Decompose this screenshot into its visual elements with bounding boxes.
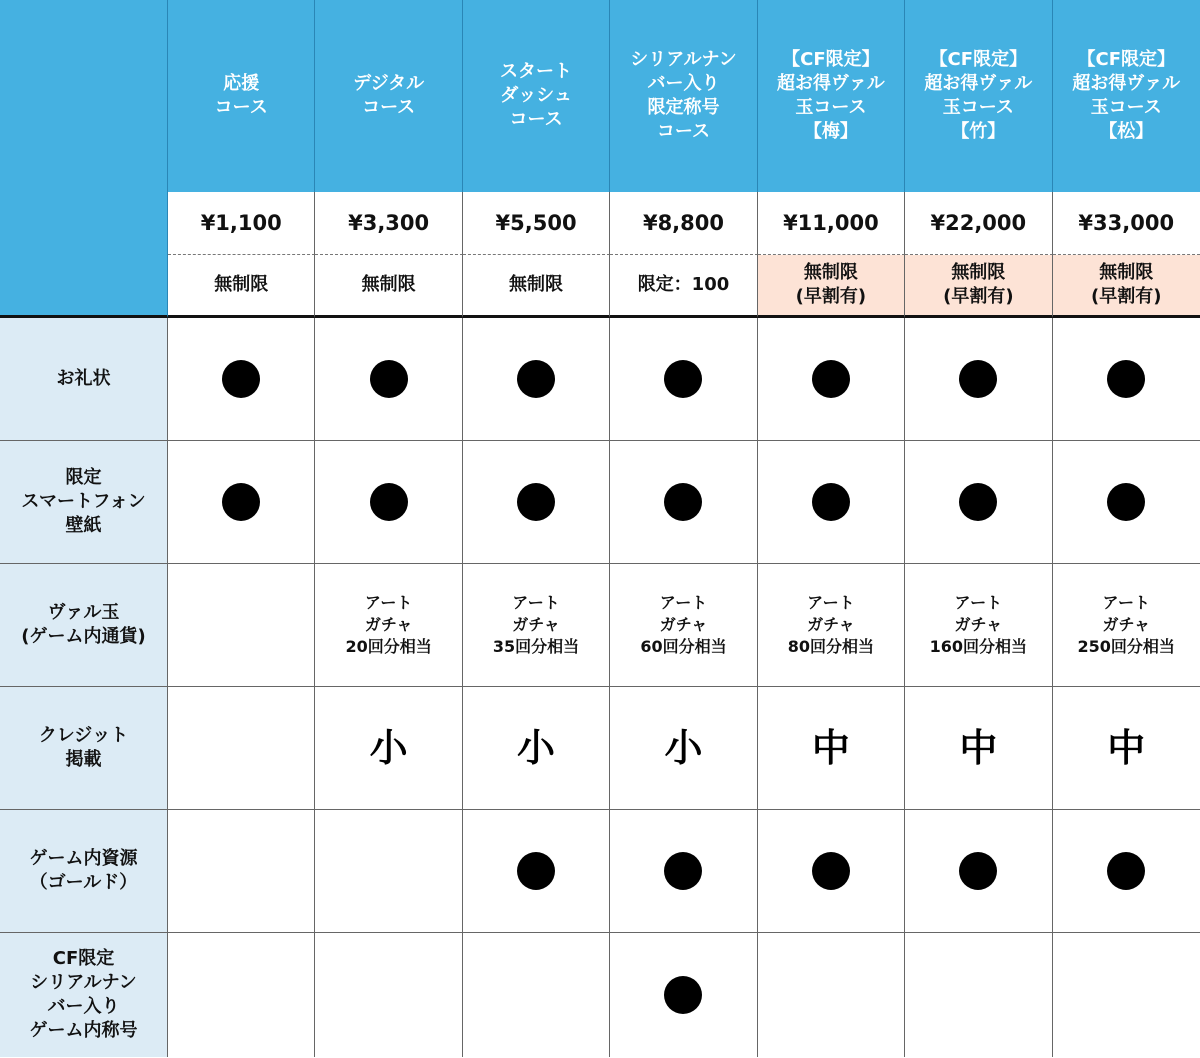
included-dot-icon xyxy=(1107,852,1145,890)
table-cell xyxy=(610,933,757,1057)
credit-size-label: 小 xyxy=(369,726,408,770)
included-dot-icon xyxy=(517,360,555,398)
table-cell xyxy=(168,564,315,687)
table-cell xyxy=(168,318,315,441)
course-price: ¥33,000 xyxy=(1053,192,1200,255)
included-dot-icon xyxy=(812,483,850,521)
table-cell xyxy=(758,933,905,1057)
included-dot-icon xyxy=(664,360,702,398)
table-cell: アート ガチャ 20回分相当 xyxy=(315,564,462,687)
table-cell xyxy=(758,687,905,810)
included-dot-icon xyxy=(664,976,702,1014)
table-cell: アート ガチャ 250回分相当 xyxy=(1053,564,1200,687)
table-cell: アート ガチャ 160回分相当 xyxy=(905,564,1052,687)
table-cell xyxy=(168,441,315,564)
table-cell xyxy=(1053,810,1200,933)
included-dot-icon xyxy=(812,852,850,890)
included-dot-icon xyxy=(664,852,702,890)
table-cell xyxy=(610,318,757,441)
table-cell xyxy=(905,687,1052,810)
course-price: ¥1,100 xyxy=(168,192,315,255)
course-limit: 無制限 (早割有) xyxy=(905,255,1052,318)
course-limit: 無制限 xyxy=(168,255,315,318)
included-dot-icon xyxy=(370,360,408,398)
course-header: 【CF限定】 超お得ヴァル 玉コース 【竹】 xyxy=(905,0,1052,192)
course-header: スタート ダッシュ コース xyxy=(463,0,610,192)
row-label: CF限定 シリアルナン バー入り ゲーム内称号 xyxy=(0,933,168,1057)
course-limit: 限定：100 xyxy=(610,255,757,318)
included-dot-icon xyxy=(959,483,997,521)
table-cell xyxy=(1053,933,1200,1057)
table-cell: アート ガチャ 80回分相当 xyxy=(758,564,905,687)
course-header: 【CF限定】 超お得ヴァル 玉コース 【松】 xyxy=(1053,0,1200,192)
table-cell xyxy=(905,810,1052,933)
table-cell xyxy=(463,933,610,1057)
table-cell xyxy=(315,441,462,564)
row-label: ヴァル玉 (ゲーム内通貨) xyxy=(0,564,168,687)
table-cell xyxy=(905,441,1052,564)
course-price: ¥8,800 xyxy=(610,192,757,255)
table-cell xyxy=(610,687,757,810)
table-cell xyxy=(315,687,462,810)
table-cell xyxy=(905,318,1052,441)
course-limit: 無制限 (早割有) xyxy=(758,255,905,318)
course-price: ¥11,000 xyxy=(758,192,905,255)
table-cell: アート ガチャ 35回分相当 xyxy=(463,564,610,687)
course-price: ¥22,000 xyxy=(905,192,1052,255)
table-cell xyxy=(168,810,315,933)
table-cell xyxy=(758,441,905,564)
table-cell xyxy=(610,441,757,564)
row-label: クレジット 掲載 xyxy=(0,687,168,810)
course-price: ¥5,500 xyxy=(463,192,610,255)
table-cell xyxy=(463,318,610,441)
table-corner xyxy=(0,0,168,318)
included-dot-icon xyxy=(959,360,997,398)
credit-size-label: 中 xyxy=(811,726,850,770)
course-header: 応援 コース xyxy=(168,0,315,192)
table-cell xyxy=(1053,441,1200,564)
table-cell xyxy=(758,810,905,933)
included-dot-icon xyxy=(664,483,702,521)
included-dot-icon xyxy=(222,360,260,398)
table-cell xyxy=(1053,318,1200,441)
table-cell xyxy=(315,318,462,441)
table-cell xyxy=(758,318,905,441)
course-header: シリアルナン バー入り 限定称号 コース xyxy=(610,0,757,192)
course-limit: 無制限 xyxy=(315,255,462,318)
course-header: デジタル コース xyxy=(315,0,462,192)
course-price: ¥3,300 xyxy=(315,192,462,255)
table-cell xyxy=(610,810,757,933)
course-limit: 無制限 xyxy=(463,255,610,318)
included-dot-icon xyxy=(959,852,997,890)
credit-size-label: 中 xyxy=(959,726,998,770)
table-cell xyxy=(168,687,315,810)
table-cell xyxy=(1053,687,1200,810)
credit-size-label: 小 xyxy=(664,726,703,770)
course-limit: 無制限 (早割有) xyxy=(1053,255,1200,318)
row-label: 限定 スマートフォン 壁紙 xyxy=(0,441,168,564)
course-header: 【CF限定】 超お得ヴァル 玉コース 【梅】 xyxy=(758,0,905,192)
included-dot-icon xyxy=(517,852,555,890)
table-cell xyxy=(315,933,462,1057)
table-cell xyxy=(463,810,610,933)
row-label: ゲーム内資源 （ゴールド） xyxy=(0,810,168,933)
included-dot-icon xyxy=(517,483,555,521)
table-cell xyxy=(463,441,610,564)
included-dot-icon xyxy=(812,360,850,398)
included-dot-icon xyxy=(222,483,260,521)
credit-size-label: 小 xyxy=(517,726,556,770)
row-label: お礼状 xyxy=(0,318,168,441)
included-dot-icon xyxy=(370,483,408,521)
included-dot-icon xyxy=(1107,360,1145,398)
table-cell xyxy=(168,933,315,1057)
credit-size-label: 中 xyxy=(1107,726,1146,770)
table-cell: アート ガチャ 60回分相当 xyxy=(610,564,757,687)
table-cell xyxy=(463,687,610,810)
included-dot-icon xyxy=(1107,483,1145,521)
table-cell xyxy=(315,810,462,933)
table-cell xyxy=(905,933,1052,1057)
